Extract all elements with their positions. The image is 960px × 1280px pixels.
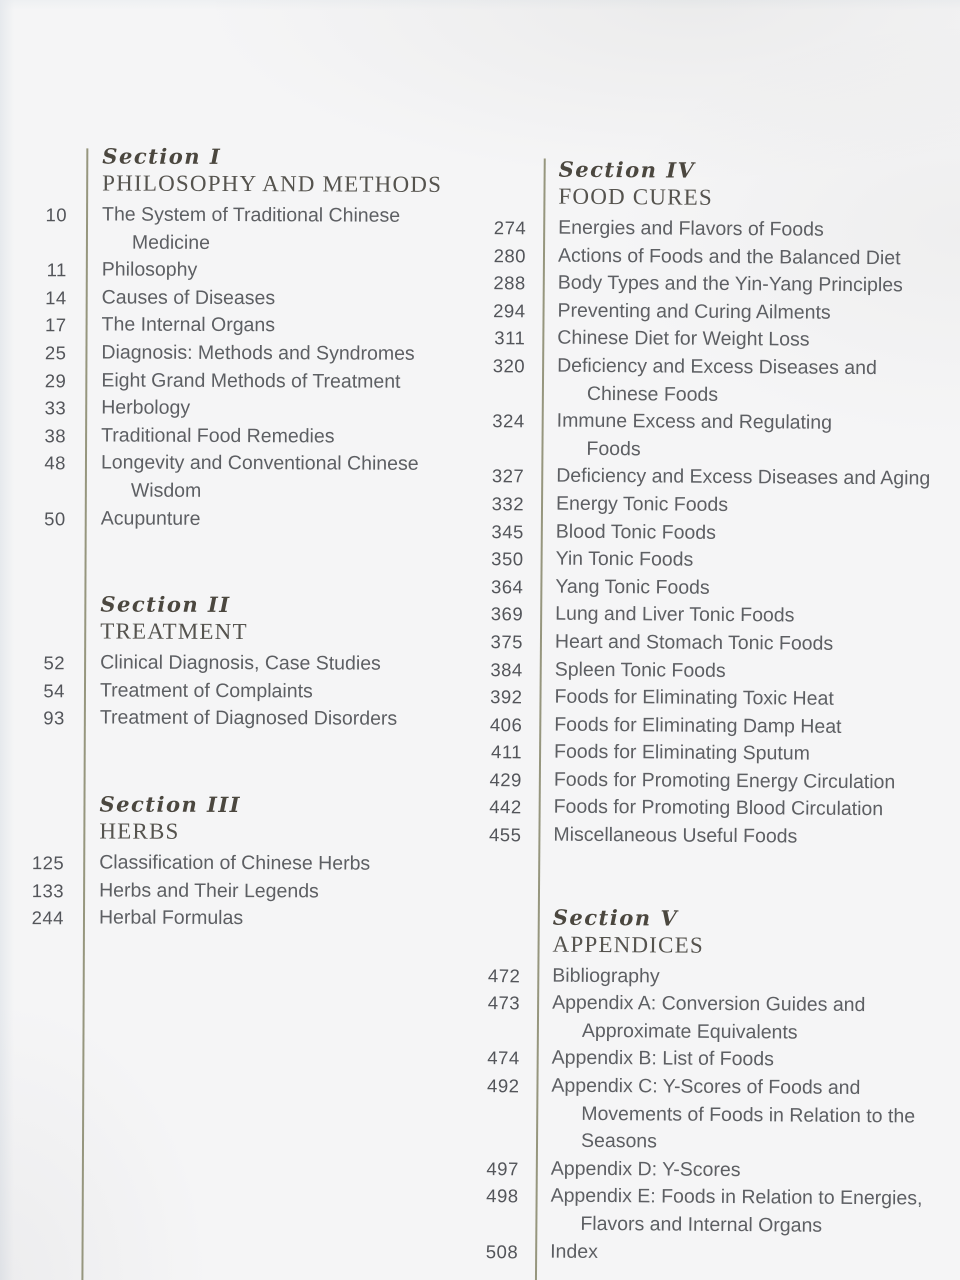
toc-entry-page-number: 497 (486, 1157, 519, 1180)
section-label: Section V (552, 904, 679, 931)
toc-entry-title-line: Miscellaneous Useful Foods (553, 823, 798, 848)
toc-entry-title-line: Energy Tonic Foods (555, 492, 729, 516)
toc-entry (478, 269, 958, 300)
toc-entry (477, 297, 957, 328)
toc-entry (470, 1238, 950, 1269)
toc-entry-title (102, 257, 479, 286)
toc-entry-title (101, 367, 478, 396)
toc-entry-title-line: Longevity and Conventional Chinese (100, 451, 419, 476)
toc-entry-title-line: Treatment of Complaints (99, 679, 313, 703)
toc-entry-title (557, 297, 957, 328)
section-title: PHILOSOPHY AND METHODS (102, 170, 443, 197)
toc-entry (478, 214, 958, 245)
toc-entry-page-number: 48 (44, 452, 67, 474)
toc-entry (476, 518, 956, 549)
toc-entry-title (557, 353, 957, 411)
toc-entry-title-line: Acupunture (100, 506, 201, 530)
toc-entry-title-line: Preventing and Curing Ailments (557, 299, 831, 324)
toc-entry (474, 738, 954, 769)
toc-entry (477, 324, 957, 355)
toc-entry-title (551, 1073, 952, 1159)
toc-entry-page-number: 498 (486, 1185, 519, 1207)
toc-entry-title (101, 422, 478, 451)
toc-entry (475, 573, 955, 604)
toc-entry-page-number: 274 (493, 217, 527, 239)
section-title: APPENDICES (552, 931, 704, 958)
toc-entry-title-line: Foods for Eliminating Damp Heat (554, 713, 842, 738)
toc-entry-page-number: 429 (489, 768, 522, 791)
toc-entry (476, 545, 956, 576)
toc-entry-title-line: The Internal Organs (101, 313, 276, 337)
toc-entry-title (554, 711, 954, 742)
section-label: Section II (100, 591, 231, 618)
toc-entry-title-line: Spleen Tonic Foods (554, 658, 726, 682)
toc-entry-page-number: 327 (491, 465, 525, 487)
toc-entry-title (555, 573, 955, 604)
toc-entry-title-line: Appendix C: Y-Scores of Foods and (551, 1074, 861, 1100)
toc-entry-title (550, 1183, 950, 1241)
toc-entry-title (555, 656, 955, 687)
toc-entry-title (554, 684, 954, 715)
toc-entry-page-number: 17 (44, 314, 67, 336)
toc-entry-page-number: 364 (490, 575, 524, 598)
toc-entry-title (556, 491, 956, 522)
toc-entry-page-number: 369 (490, 603, 524, 625)
toc-entry-page-number: 406 (489, 713, 523, 736)
toc-entry-title (552, 990, 952, 1048)
toc-entry-page-number: 311 (494, 327, 526, 349)
toc-entry-title (100, 650, 477, 679)
toc-entry-title (556, 518, 956, 549)
toc-entry-page-number: 93 (43, 707, 65, 729)
toc-entry-title (556, 463, 956, 494)
toc-entry-title-line: Foods (586, 437, 641, 461)
toc-entry-title-line: Herbal Formulas (98, 906, 244, 930)
toc-entry (472, 962, 952, 993)
toc-entry-page-number: 392 (490, 686, 523, 708)
toc-entry-title-line: Bibliography (552, 964, 660, 988)
toc-entry-title-line: Wisdom (130, 479, 202, 502)
toc-entry-title (555, 629, 955, 660)
toc-entry-title-line: Lung and Liver Tonic Foods (555, 602, 795, 627)
toc-entry-title (101, 450, 478, 507)
toc-entry (0, 311, 479, 341)
toc-entry (0, 849, 476, 879)
toc-entry-page-number: 52 (43, 652, 66, 674)
toc-entry-title (554, 794, 954, 825)
toc-entry-page-number: 10 (45, 204, 68, 226)
toc-entry-page-number: 472 (487, 964, 521, 987)
toc-entry (0, 704, 477, 734)
toc-entry-title-line: Blood Tonic Foods (555, 520, 716, 544)
toc-entry (0, 449, 478, 506)
toc-entry-page-number: 14 (45, 286, 67, 309)
toc-entry-title-line: Philosophy (101, 258, 198, 282)
toc-entry-page-number: 50 (44, 507, 66, 529)
toc-entry-title-line: Immune Excess and Regulating (556, 409, 833, 434)
toc-entry-title (551, 1155, 951, 1186)
toc-entry-title-line: Foods for Eliminating Toxic Heat (554, 685, 834, 710)
toc-entry (475, 655, 955, 686)
toc-entry (471, 1072, 952, 1159)
toc-entry-title-line: Diagnosis: Methods and Syndromes (101, 341, 415, 365)
toc-entry-title-line: Body Types and the Yin-Yang Principles (557, 271, 903, 297)
toc-entry (476, 407, 956, 466)
toc-column-right (470, 0, 960, 1280)
toc-entry-page-number: 350 (491, 548, 524, 570)
toc-entry-title (558, 270, 958, 301)
toc-entry-title-line: Approximate Equivalents (581, 1019, 798, 1044)
toc-column-left-content (0, 143, 479, 934)
toc-section (470, 904, 953, 1269)
toc-entry-page-number: 38 (44, 424, 67, 447)
toc-entry-title-line: Herbology (101, 396, 191, 419)
section-title: TREATMENT (100, 618, 248, 645)
toc-entry (0, 904, 476, 934)
section-label: Section I (102, 143, 222, 169)
toc-entry-page-number: 133 (31, 879, 65, 901)
toc-entry-page-number: 324 (492, 410, 525, 432)
toc-entry-title (102, 312, 479, 341)
toc-entry-title-line: Treatment of Diagnosed Disorders (99, 706, 398, 731)
toc-entry-title (100, 705, 477, 734)
toc-entry-page-number: 11 (46, 259, 67, 281)
section-title: HERBS (99, 818, 180, 844)
toc-entry-page-number: 508 (485, 1240, 519, 1262)
toc-entry-title (102, 201, 479, 258)
toc-entry-title (554, 766, 954, 797)
toc-entry (476, 490, 956, 521)
toc-entry-title (553, 822, 953, 853)
toc-entry-title-line: Actions of Foods and the Balanced Diet (557, 244, 901, 269)
toc-entry-page-number: 375 (490, 631, 524, 653)
toc-entry-page-number: 455 (488, 824, 522, 846)
toc-entry (0, 394, 478, 424)
toc-entry-title-line: Movements of Foods in Relation to the (581, 1102, 916, 1128)
toc-entry-title (558, 242, 958, 273)
toc-entry-page-number: 492 (487, 1075, 520, 1097)
toc-entry-title-line: Foods for Eliminating Sputum (554, 740, 810, 765)
section-label: Section III (99, 791, 242, 817)
toc-entry-page-number: 474 (487, 1047, 520, 1069)
toc-entry (475, 628, 955, 659)
toc-entry-title (552, 962, 952, 993)
toc-entry (474, 793, 954, 824)
toc-entry (477, 352, 957, 411)
toc-entry (0, 284, 479, 314)
toc-section (473, 156, 958, 852)
toc-entry-title (99, 905, 476, 934)
toc-entry-title-line: Foods for Promoting Blood Circulation (553, 796, 884, 821)
toc-column-right-content (470, 156, 959, 1269)
toc-entry-title-line: Foods for Promoting Energy Circulation (553, 768, 896, 794)
section-label: Section IV (558, 156, 696, 183)
toc-entry-page-number: 332 (491, 493, 525, 515)
toc-entry (0, 876, 476, 906)
toc-entry-page-number: 294 (493, 299, 526, 322)
toc-entry-title-line: Deficiency and Excess Diseases and Aging (556, 464, 931, 490)
toc-entry-title-line: Chinese Diet for Weight Loss (557, 326, 810, 351)
toc-entry-title-line: Appendix B: List of Foods (551, 1047, 774, 1071)
toc-entry (474, 683, 954, 714)
toc-entry-title-line: The System of Traditional Chinese (102, 203, 401, 227)
toc-entry-title (556, 408, 956, 466)
toc-entry (475, 600, 955, 631)
toc-entry-title-line: Yang Tonic Foods (555, 575, 710, 599)
toc-entry-title-line: Traditional Food Remedies (101, 424, 335, 448)
toc-entry-title-line: Classification of Chinese Herbs (99, 851, 371, 875)
toc-entry (0, 505, 478, 535)
toc-section (0, 791, 477, 934)
toc-entry-page-number: 345 (491, 520, 524, 542)
toc-entry (474, 711, 954, 742)
toc-entry-title-line: Medicine (131, 231, 211, 254)
toc-entry-title (555, 546, 955, 577)
toc-entry-page-number: 29 (44, 369, 67, 391)
toc-entry-title-line: Eight Grand Methods of Treatment (101, 369, 401, 393)
toc-entry-page-number: 54 (43, 679, 66, 702)
toc-entry-page-number: 33 (44, 397, 67, 419)
toc-entry-page-number: 320 (492, 355, 526, 377)
toc-entry-title-line: Seasons (580, 1130, 658, 1153)
toc-entry-title (101, 505, 478, 534)
toc-entry (474, 766, 954, 797)
toc-entry-page-number: 288 (493, 272, 526, 294)
section-title: FOOD CURES (558, 183, 714, 210)
toc-entry-title (554, 739, 954, 770)
toc-entry-title (102, 284, 479, 313)
toc-entry (0, 422, 478, 452)
toc-entry-title-line: Energies and Flavors of Foods (558, 216, 824, 241)
toc-entry (471, 1155, 951, 1186)
toc-entry-title-line: Deficiency and Excess Diseases and (557, 354, 877, 380)
toc-entry (0, 339, 479, 369)
toc-entry (473, 821, 953, 852)
toc-entry-title-line: Clinical Diagnosis, Case Studies (100, 651, 381, 675)
toc-entry-page-number: 442 (489, 796, 522, 818)
toc-entry (476, 462, 956, 493)
toc-entry-page-number: 411 (491, 741, 523, 763)
toc-entry-title-line: Herbs and Their Legends (99, 878, 319, 902)
toc-entry (0, 649, 477, 679)
toc-entry-title (558, 215, 958, 246)
toc-entry-title-line: Index (550, 1240, 598, 1263)
toc-entry-title (555, 601, 955, 632)
toc-entry-title (100, 677, 477, 706)
toc-entry-title-line: Chinese Foods (586, 382, 719, 406)
toc-entry-title (101, 339, 478, 368)
toc-entry-page-number: 125 (31, 852, 65, 874)
toc-entry-title (552, 1045, 952, 1076)
toc-entry (0, 367, 478, 397)
toc-entry (472, 989, 952, 1048)
toc-entry-title-line: Appendix A: Conversion Guides and (552, 991, 866, 1017)
toc-entry-page-number: 280 (493, 244, 527, 266)
toc-entry-title-line: Appendix E: Foods in Relation to Energies, (550, 1184, 923, 1210)
toc-entry-title-line: Causes of Diseases (101, 286, 276, 309)
toc-entry-title (557, 325, 957, 356)
toc-entry (0, 256, 479, 286)
toc-entry-page-number: 473 (487, 992, 521, 1014)
toc-entry (472, 1044, 952, 1075)
toc-entry-title-line: Flavors and Internal Organs (580, 1212, 823, 1237)
toc-entry (478, 242, 958, 273)
toc-section (0, 591, 477, 734)
toc-entry-title (99, 849, 476, 878)
toc-entry-title-line: Heart and Stomach Tonic Foods (554, 630, 834, 655)
toc-entry-title (99, 877, 476, 906)
toc-entry-page-number: 244 (31, 907, 65, 929)
toc-entry (0, 677, 477, 707)
toc-entry-title (101, 395, 478, 424)
toc-entry-page-number: 25 (44, 342, 67, 364)
toc-entry-title-line: Appendix D: Y-Scores (550, 1157, 741, 1181)
toc-entry (470, 1182, 950, 1241)
toc-entry-title (550, 1238, 950, 1269)
toc-entry-page-number: 384 (490, 658, 523, 680)
toc-section (0, 143, 479, 534)
toc-entry-title-line: Yin Tonic Foods (555, 547, 694, 571)
toc-entry (0, 201, 479, 258)
